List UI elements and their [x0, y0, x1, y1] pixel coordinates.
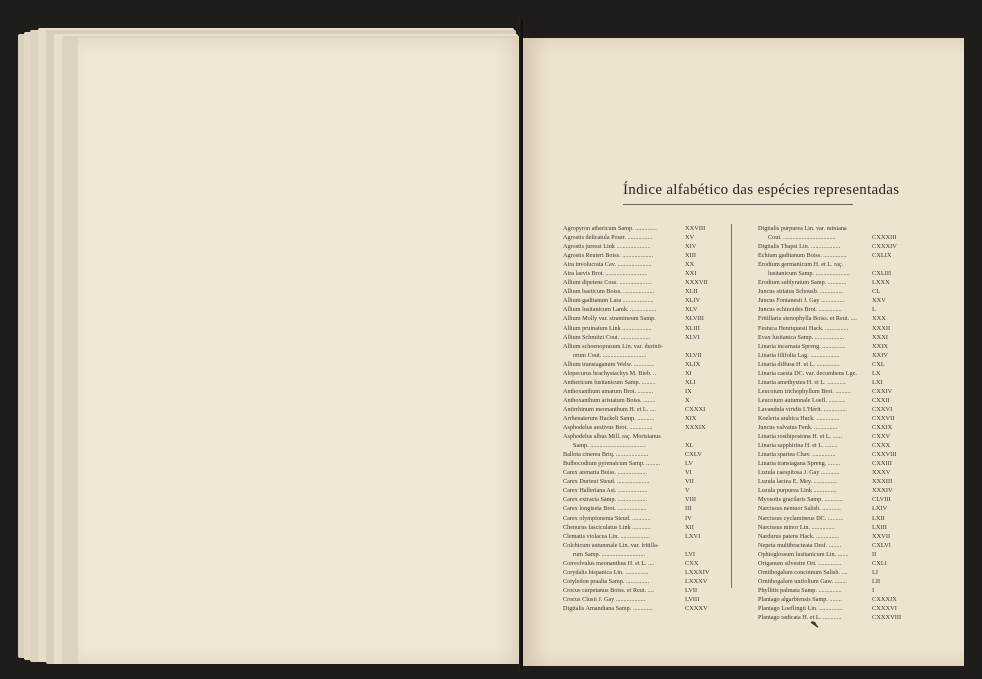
- species-name: Linaria rosthipostona H. et L. ......: [758, 433, 843, 441]
- species-name: Chenurus fasciculatus Link ............: [563, 523, 651, 531]
- plate-number: CXXIV: [872, 387, 893, 395]
- species-name: Koeleria arabica Hack. ...............: [758, 414, 840, 422]
- index-entry: [758, 251, 908, 260]
- plate-number: LXXX: [872, 279, 890, 287]
- plate-number: XXXIV: [872, 487, 893, 495]
- species-name: Erodium germanicum H. et L. raç.: [758, 261, 844, 269]
- species-name: Juncus valvatus Fenk. ...............: [758, 424, 838, 432]
- plate-number: XXIV: [872, 351, 888, 359]
- plate-number: XLII: [685, 288, 698, 296]
- species-name: Narcissus minor Lin. ...............: [758, 523, 835, 531]
- index-entry: [563, 550, 708, 559]
- plate-number: LII: [872, 577, 881, 585]
- plate-number: XXIX: [872, 342, 888, 350]
- plate-number: XXXIII: [872, 478, 893, 486]
- index-entry: [758, 333, 908, 342]
- species-name: Agrostis juressi Link ......................: [563, 243, 651, 251]
- plate-number: LXIV: [872, 505, 888, 513]
- index-entry: [563, 351, 708, 360]
- plate-number: XIII: [685, 252, 696, 260]
- species-name: Narcissus cyclamineus DC. ..........: [758, 514, 844, 522]
- plate-number: XXVIII: [685, 225, 706, 232]
- index-entry: [758, 468, 908, 477]
- index-entry: [563, 414, 708, 423]
- plate-number: X: [685, 396, 690, 404]
- species-name: Linaria transtagana Spreng. ........: [758, 460, 841, 468]
- index-entry: [563, 423, 708, 432]
- species-name: Crocus carpetanus Boiss. et Reut. ....: [563, 586, 654, 594]
- plate-number: LXXXIV: [685, 568, 710, 576]
- plate-number: IX: [685, 387, 692, 395]
- index-entry: [758, 324, 908, 333]
- species-name: Luzula lactea E. Mey. ...............: [758, 478, 837, 486]
- index-entry: [758, 595, 908, 604]
- species-name: Allium transtaganum Welw. .............: [563, 360, 654, 368]
- index-entry: [758, 504, 908, 513]
- index-entry: [758, 278, 908, 287]
- species-name: Agropyron athericum Samp. ..............: [563, 225, 657, 232]
- species-name: Convolvulus meonanthus H. et L. ....: [563, 559, 655, 567]
- index-entry: [758, 260, 908, 269]
- index-entry: [563, 459, 708, 468]
- plate-number: XXXI: [872, 333, 888, 341]
- plate-number: LVI: [685, 550, 696, 558]
- species-name: Carex arenaria Boiss. ...................: [563, 469, 648, 477]
- index-entry: [758, 423, 908, 432]
- index-entry: [563, 224, 708, 233]
- plate-number: XV: [685, 234, 695, 242]
- index-entry: [758, 369, 908, 378]
- species-name: Linaria diffusa H. et L. ...............: [758, 360, 840, 368]
- species-name: Myosotis gracilaris Samp. ............: [758, 496, 843, 504]
- index-entry: [563, 296, 708, 305]
- species-name: Linaria caesia DC. var. decumbens Lge.: [758, 369, 857, 377]
- plate-number: XIX: [685, 414, 697, 422]
- index-entry: [758, 613, 908, 622]
- plate-number: XLVII: [685, 351, 702, 359]
- plate-number: I: [872, 586, 875, 594]
- index-entry: [758, 351, 908, 360]
- species-name: Juncus echinoides Brot. ...............: [758, 306, 842, 314]
- species-name: Agrostis Reuteri Boiss. ....................: [563, 252, 654, 260]
- plate-number: III: [685, 505, 692, 513]
- index-entry: [758, 360, 908, 369]
- index-entry: [758, 224, 908, 233]
- plate-number: CXXXIX: [872, 595, 897, 603]
- species-name: Nepeta multibracteata Desf. ........: [758, 541, 842, 549]
- index-entry: [758, 269, 908, 278]
- leaf-ornament-icon: [810, 621, 820, 627]
- index-entry: [758, 450, 908, 459]
- index-entry: [563, 233, 708, 242]
- index-entry: [758, 577, 908, 586]
- index-entry: [758, 486, 908, 495]
- index-entry: [563, 369, 708, 378]
- species-name: Luzula purpurea Link ...............: [758, 487, 837, 495]
- species-name: Lavandula viridis L'Hérit. ...............: [758, 405, 847, 413]
- plate-number: L: [872, 306, 876, 314]
- index-entry: [563, 405, 708, 414]
- plate-number: CXLI: [872, 559, 887, 567]
- plate-number: XX: [685, 261, 695, 269]
- index-entry: [563, 378, 708, 387]
- plate-number: XII: [685, 523, 694, 531]
- species-name: Anthoxanthum aristatum Boiss. ........: [563, 396, 656, 404]
- index-entry: [563, 595, 708, 604]
- plate-number: LVIII: [685, 595, 700, 603]
- plate-number: CXXII: [872, 396, 890, 404]
- plate-number: XXV: [872, 297, 886, 305]
- species-name: Crocus Clusii J. Gay ...................: [563, 595, 646, 603]
- species-name: Asphodelus aestivus Brot. ...............: [563, 424, 653, 432]
- plate-number: IV: [685, 514, 692, 522]
- plate-number: XLVIII: [685, 315, 704, 323]
- index-entry: [563, 604, 708, 613]
- plate-number: XLIX: [685, 360, 701, 368]
- species-name: Arrhenaterum Hackeli Samp. ...........: [563, 414, 655, 422]
- species-name: Allium dipetens Coss. .....................: [563, 279, 652, 287]
- plate-number: XI: [685, 369, 692, 377]
- species-name: Carex olympionema Steud. ............: [563, 514, 651, 522]
- index-entry: [563, 314, 708, 323]
- index-entry: [563, 387, 708, 396]
- plate-number: LX: [872, 369, 881, 377]
- species-name: Aira laevis Brot. ...........................: [563, 270, 648, 278]
- plate-number: CXLV: [685, 451, 702, 459]
- plate-number: XLV: [685, 306, 698, 314]
- species-name: Plantago Loeflingii Lin. ...............: [758, 604, 843, 612]
- species-name: Allium schoenoprasum Lin. var. durinii-: [563, 342, 664, 350]
- species-name: Plantago algarbiensis Samp. ........: [758, 595, 842, 603]
- index-entry: [758, 541, 908, 550]
- species-name: Luzula caespitosa J. Gay ............: [758, 469, 840, 477]
- species-name: Carex longiseta Brot. ...................: [563, 505, 647, 513]
- index-entry: [758, 233, 908, 242]
- species-name: Allium baeticum Boiss. ....................: [563, 288, 655, 296]
- index-entry: [758, 441, 908, 450]
- index-entry: [563, 441, 708, 450]
- index-entry: [563, 468, 708, 477]
- species-name: Nardurus patens Hack. ...............: [758, 532, 840, 540]
- species-name: lusitanicum Samp. ......................: [768, 270, 850, 278]
- plate-number: CXXXIV: [872, 243, 897, 251]
- species-name: Ophioglossum lusitanicum Lin. .......: [758, 550, 849, 558]
- species-name: Juncus Fontanesii J. Gay ...............: [758, 297, 845, 305]
- species-name: Ornithogalum unifolium Gaw. ........: [758, 577, 847, 585]
- plate-number: LXVI: [685, 532, 701, 540]
- index-entry: [758, 568, 908, 577]
- species-name: Narcissus nemuor Salisb. ............: [758, 505, 841, 513]
- species-name: Allium pruinatum Link ...................: [563, 324, 652, 332]
- species-name: Colchicum autumnale Lin. var. fritilla-: [563, 541, 659, 549]
- plate-number: CXXXV: [685, 604, 708, 612]
- index-entry: [758, 604, 908, 613]
- index-entry: [563, 504, 708, 513]
- index-entry: [563, 577, 708, 586]
- plate-number: XLIII: [685, 324, 700, 332]
- plate-number: VII: [685, 478, 694, 486]
- plate-number: CXXIII: [872, 460, 892, 468]
- species-name: Cout. ..................................: [768, 234, 836, 242]
- plate-number: VI: [685, 469, 692, 477]
- index-entry: [758, 586, 908, 595]
- index-entry: [563, 305, 708, 314]
- species-name: Phyllitis palmata Samp. ...............: [758, 586, 842, 594]
- species-name: Origanum silvestre Ort. ...............: [758, 559, 842, 567]
- plate-number: LXII: [872, 514, 885, 522]
- species-name: Ornithogalum concinnum Salisb. ....: [758, 568, 848, 576]
- plate-number: CXXX: [872, 442, 891, 450]
- plate-number: XXXII: [872, 324, 891, 332]
- species-name: Linaria incarnata Spreng. ...............: [758, 342, 846, 350]
- species-name: Allium Schmitzi Cout. ...................: [563, 333, 651, 341]
- plate-number: CXXV: [872, 433, 891, 441]
- index-entry: [758, 495, 908, 504]
- species-name: rum Samp. ............................: [573, 550, 646, 558]
- plate-number: XLI: [685, 378, 696, 386]
- index-entry: [758, 314, 908, 323]
- index-entry: [563, 360, 708, 369]
- plate-number: CXXXVIII: [872, 614, 902, 622]
- index-entry: [563, 532, 708, 541]
- index-entry: [563, 260, 708, 269]
- species-name: Cotyledon praalta Samp. ...............: [563, 577, 650, 585]
- plate-number: VIII: [685, 496, 696, 504]
- plate-number: V: [685, 487, 690, 495]
- species-name: Clematis violacea Lin. ...................: [563, 532, 650, 540]
- plate-number: XXXIX: [685, 424, 706, 432]
- plate-number: CXXXVI: [872, 604, 897, 612]
- plate-number: CXLIX: [872, 252, 892, 260]
- plate-number: CXXIX: [872, 424, 893, 432]
- species-name: Asphodelus albus Mill. raç. Morisianus: [563, 433, 661, 441]
- index-entry: [758, 523, 908, 532]
- index-entry: [758, 432, 908, 441]
- plate-number: LI: [872, 568, 879, 576]
- index-entry: [758, 296, 908, 305]
- plate-number: CXXXIII: [872, 234, 897, 242]
- species-name: Echium gaditanum Boiss. ...............: [758, 252, 847, 260]
- plate-number: CLVIII: [872, 496, 891, 504]
- species-name: Fritillaria stenophylla Boiss. et Reut. ....: [758, 315, 857, 323]
- species-name: Digitalis Thapsi Lin. ...................: [758, 243, 841, 251]
- page-title: Índice alfabético das espécies representadas: [623, 182, 900, 198]
- index-entry: [563, 495, 708, 504]
- species-name: Linaria spartea Chav. ...............: [758, 451, 836, 459]
- species-name: Linaria amethystea H. et L. ............: [758, 378, 846, 386]
- species-name: Bulbocodium pyrenaicum Samp. .........: [563, 460, 661, 468]
- index-entry: [758, 414, 908, 423]
- species-name: Alopecurus brachystachys M. Bieb. ..: [563, 369, 657, 377]
- title-underline: [623, 204, 853, 205]
- species-name: Carex Halleriana Asi. ...................: [563, 487, 648, 495]
- index-entry: [563, 242, 708, 251]
- plate-number: XLIV: [685, 297, 701, 305]
- plate-number: LXXXV: [685, 577, 708, 585]
- index-entry: [758, 342, 908, 351]
- index-entry: [563, 278, 708, 287]
- index-entry: [563, 477, 708, 486]
- species-name: Ballota cinerea Briq. .....................: [563, 451, 649, 459]
- species-name: Antirrhinum meonanthum H. et L. ....: [563, 405, 656, 413]
- index-entry: [758, 242, 908, 251]
- index-entry: [563, 541, 708, 550]
- plate-number: CXLIII: [872, 270, 892, 278]
- plate-number: II: [872, 550, 877, 558]
- plate-number: CL: [872, 288, 881, 296]
- species-name: Festuca Henriquesii Hack. ...............: [758, 324, 849, 332]
- species-name: Digitalis Amandiana Samp. .............: [563, 604, 653, 612]
- index-entry: [563, 287, 708, 296]
- index-entry: [758, 396, 908, 405]
- species-name: Linaria filifolia Lag. ...................: [758, 351, 840, 359]
- plate-number: CXXVII: [872, 414, 895, 422]
- index-entry: [758, 550, 908, 559]
- plate-number: CXX: [685, 559, 699, 567]
- index-entry: [563, 342, 708, 351]
- index-entry: [758, 287, 908, 296]
- species-name: Juncus striatus Schousb. ...............: [758, 288, 844, 296]
- index-entry: [563, 450, 708, 459]
- index-entry: [758, 459, 908, 468]
- index-entry: [758, 305, 908, 314]
- index-entry: [563, 432, 708, 441]
- species-name: Carex extracta Samp. ...................: [563, 496, 648, 504]
- index-entry: [563, 324, 708, 333]
- species-name: Anthoxanthum amarum Brot. ..........: [563, 387, 654, 395]
- plate-number: XXVII: [872, 532, 891, 540]
- species-name: orum Cout. ............................: [573, 351, 647, 359]
- index-column-right: [758, 224, 908, 622]
- species-name: Allium lusitanicum Lamk. .................: [563, 306, 657, 314]
- index-entry: [758, 559, 908, 568]
- plate-number: XXX: [872, 315, 886, 323]
- plate-number: LV: [685, 460, 693, 468]
- species-name: Anthericum lusitanicum Samp. .........: [563, 378, 656, 386]
- plate-number: CXXXI: [685, 405, 706, 413]
- index-entry: [563, 396, 708, 405]
- index-entry: [758, 477, 908, 486]
- index-entry: [563, 251, 708, 260]
- species-name: Samp. ....................................: [573, 442, 646, 450]
- index-entry: [563, 559, 708, 568]
- species-name: Carex Durieui Steud. .....................: [563, 478, 650, 486]
- plate-number: XXXVII: [685, 279, 708, 287]
- index-entry: [563, 523, 708, 532]
- index-entry: [563, 486, 708, 495]
- species-name: Aira involucrata Cav. ......................: [563, 261, 652, 269]
- index-entry: [758, 405, 908, 414]
- plate-number: XLVI: [685, 333, 700, 341]
- plate-number: LXIII: [872, 523, 887, 531]
- index-entry: [758, 387, 908, 396]
- species-name: Leucoium trichophyllum Brot. ..........: [758, 387, 851, 395]
- index-entry: [758, 378, 908, 387]
- index-entry: [563, 586, 708, 595]
- plate-number: CXL: [872, 360, 885, 368]
- plate-number: CXXVI: [872, 405, 893, 413]
- column-divider: [731, 224, 732, 588]
- plate-number: XL: [685, 442, 694, 450]
- index-entry: [758, 532, 908, 541]
- plate-number: XXI: [685, 270, 697, 278]
- index-entry: [563, 568, 708, 577]
- plate-number: LVII: [685, 586, 698, 594]
- index-column-left: [563, 224, 708, 613]
- species-name: Erodium sublyratum Samp. ............: [758, 279, 847, 287]
- index-entry: [563, 269, 708, 278]
- species-name: Leucoium autumnale Loefl. ...........: [758, 396, 846, 404]
- index-entry: [563, 514, 708, 523]
- plate-number: CXLVI: [872, 541, 891, 549]
- right-page: [523, 38, 964, 666]
- species-name: Corydalis hispanica Lin. ...............: [563, 568, 649, 576]
- species-name: Agrostis delicatula Pourr. ................: [563, 234, 653, 242]
- plate-number: CXXVIII: [872, 451, 897, 459]
- species-name: Digitalis purpurea Lin. var. miniana: [758, 225, 847, 232]
- plate-number: LXI: [872, 378, 883, 386]
- plate-number: XXXV: [872, 469, 891, 477]
- species-name: Allium Molly var. stramineum Samp.: [563, 315, 656, 323]
- index-entry: [563, 333, 708, 342]
- plate-number: XIV: [685, 243, 697, 251]
- index-entry: [758, 514, 908, 523]
- species-name: Evax lusitanica Samp. ...................: [758, 333, 845, 341]
- species-name: Linaria sapphirina H. et L. ........: [758, 442, 838, 450]
- left-page: [78, 38, 522, 664]
- species-name: Allium gaditanum Lara ....................: [563, 297, 654, 305]
- species-name: Plantago radicata H. et L. ............: [758, 614, 842, 622]
